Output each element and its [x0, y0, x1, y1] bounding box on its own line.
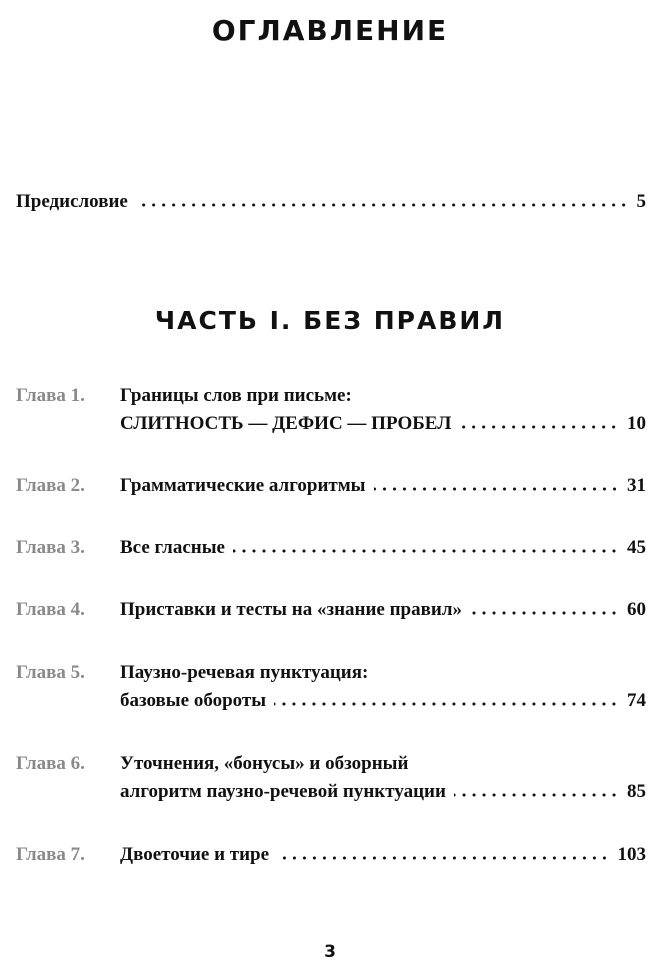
entry-title: Все гласные [120, 537, 225, 558]
part-heading: ЧАСТЬ I. БЕЗ ПРАВИЛ [154, 306, 506, 335]
toc-entry-chapter-2[interactable] [16, 472, 646, 500]
chapter-label: Глава 3. [16, 537, 85, 558]
chapter-label: Глава 1. [16, 385, 85, 406]
dot-leader [136, 203, 629, 207]
toc-row [16, 534, 646, 562]
entry-title-continued: базовые обороты [120, 690, 267, 711]
chapter-label: Глава 6. [16, 753, 85, 774]
entry-title-continued: СЛИТНОСТЬ — ДЕФИС — ПРОБЕЛ [120, 413, 452, 434]
toc-row [16, 750, 646, 778]
toc-row [16, 778, 646, 806]
entry-title: Предисловие [16, 191, 128, 212]
dot-leader [274, 702, 619, 706]
toc-row [16, 841, 646, 869]
toc-heading: ОГЛАВЛЕНИЕ [211, 14, 449, 47]
toc-entry-chapter-7[interactable] [16, 841, 646, 869]
toc-row [16, 410, 646, 438]
toc-row [16, 596, 646, 624]
toc-row [16, 659, 646, 687]
entry-title: Паузно-речевая пунктуация: [120, 662, 369, 683]
toc-row [16, 472, 646, 500]
toc-row [16, 687, 646, 715]
toc-entry-chapter-6[interactable] [16, 750, 646, 806]
page-number: 10 [627, 413, 646, 434]
page-number: 60 [627, 599, 646, 620]
chapter-label: Глава 5. [16, 662, 85, 683]
dot-leader [454, 793, 619, 797]
chapter-label: Глава 7. [16, 844, 85, 865]
page-number: 74 [627, 690, 646, 711]
chapter-label: Глава 2. [16, 475, 85, 496]
dot-leader [470, 611, 619, 615]
page-number: 103 [617, 844, 646, 865]
entry-title: Грамматические алгоритмы [120, 475, 366, 496]
page-number: 5 [636, 191, 646, 212]
toc-row [16, 188, 646, 216]
entry-title: Уточнения, «бонусы» и обзорный [120, 753, 409, 774]
page-number: 85 [627, 781, 646, 802]
page-number: 45 [627, 537, 646, 558]
toc-entry-chapter-1[interactable] [16, 382, 646, 438]
toc-entry-chapter-4[interactable] [16, 596, 646, 624]
toc-entry-preface[interactable] [16, 188, 646, 216]
dot-leader [374, 487, 620, 491]
entry-title: Двоеточие и тире [120, 844, 270, 865]
toc-entry-chapter-5[interactable] [16, 659, 646, 715]
page-number: 31 [627, 475, 646, 496]
chapter-label: Глава 4. [16, 599, 85, 620]
toc-entry-chapter-3[interactable] [16, 534, 646, 562]
dot-leader [233, 549, 619, 553]
entry-title-continued: алгоритм паузно-речевой пунктуации [120, 781, 446, 802]
toc-row [16, 382, 646, 410]
entry-title: Границы слов при письме: [120, 385, 352, 406]
page-number-footer: 3 [324, 942, 336, 962]
entry-title: Приставки и тесты на «знание правил» [120, 599, 462, 620]
dot-leader [277, 856, 609, 860]
dot-leader [459, 425, 619, 429]
